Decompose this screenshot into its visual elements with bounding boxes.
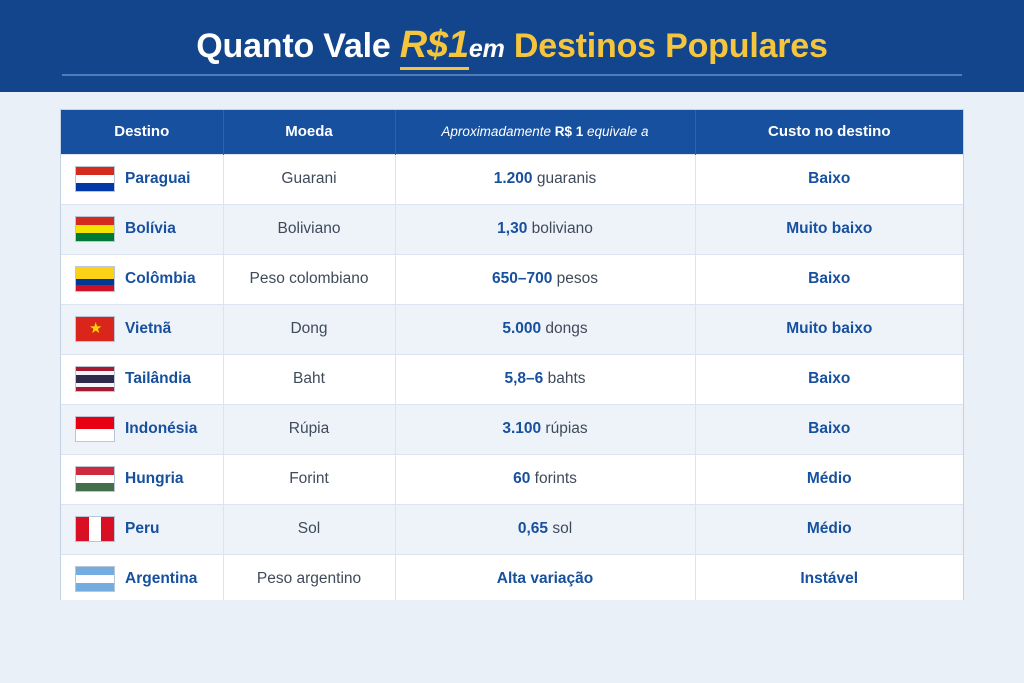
destination-label: Bolívia (125, 220, 176, 237)
equivalence-value: 1,30 (497, 220, 528, 237)
equivalence-cell (395, 354, 695, 404)
page-title-part2: Destinos Populares (504, 27, 828, 65)
cost-cell: Instável (695, 554, 963, 604)
cost-cell: Baixo (695, 404, 963, 454)
destination-cell (61, 254, 223, 304)
equivalence-cell (395, 204, 695, 254)
equivalence-cell (395, 304, 695, 354)
page-title-currency-highlight: R$1 (400, 24, 469, 70)
page-title (0, 24, 1024, 67)
column-header-moeda: Moeda (223, 110, 395, 154)
page-background-bottom (0, 600, 1024, 683)
equivalence-unit: guaranis (532, 170, 597, 187)
currency-cell: Boliviano (223, 204, 395, 254)
column-header-custo: Custo no destino (695, 110, 963, 154)
currency-cell: Forint (223, 454, 395, 504)
column-header-destino: Destino (61, 110, 223, 154)
equivalence-cell (395, 454, 695, 504)
equivalence-cell (395, 504, 695, 554)
equivalence-value: 0,65 (517, 520, 549, 537)
equivalence-value: 60 (513, 470, 531, 487)
destination-label: Vietnã (125, 320, 172, 337)
equivalence-value: Alta variação (496, 570, 594, 588)
currency-cell: Sol (223, 504, 395, 554)
currency-cell: Baht (223, 354, 395, 404)
table-row (61, 454, 963, 504)
equivalence-unit: bahts (543, 370, 586, 387)
flag-argentina-icon (75, 566, 115, 592)
equivalence-unit: sol (548, 520, 573, 537)
cost-cell: Baixo (695, 254, 963, 304)
cost-cell: Médio (695, 454, 963, 504)
table-row (61, 554, 963, 604)
equivalence-cell (395, 154, 695, 204)
cost-cell: Médio (695, 504, 963, 554)
equivalence-unit: pesos (552, 270, 598, 287)
equivalence-unit: forints (530, 470, 577, 487)
flag-paraguay-icon (75, 166, 115, 192)
table-header-row (61, 110, 963, 154)
equivalence-value: 5,8–6 (504, 370, 544, 387)
table-row (61, 504, 963, 554)
header-banner (0, 0, 1024, 92)
flag-thailand-icon (75, 366, 115, 392)
equivalence-value: 650–700 (491, 270, 553, 287)
table-row (61, 404, 963, 454)
flag-vietnam-icon: ★ (75, 316, 115, 342)
currency-cell: Guarani (223, 154, 395, 204)
destination-label: Colômbia (125, 270, 196, 287)
column-header-equivalencia (395, 110, 695, 154)
destination-label: Peru (125, 520, 160, 537)
cost-cell: Baixo (695, 154, 963, 204)
currency-table (61, 110, 963, 604)
equivalence-value: 1.200 (493, 170, 533, 187)
currency-cell: Peso colombiano (223, 254, 395, 304)
destination-cell (61, 354, 223, 404)
destination-label: Indonésia (125, 420, 198, 437)
table-body (61, 154, 963, 604)
destination-label: Argentina (125, 570, 198, 588)
destination-cell (61, 554, 223, 604)
currency-table-container (60, 109, 964, 605)
header-divider (62, 74, 962, 76)
currency-cell: Peso argentino (223, 554, 395, 604)
page-title-connector: em (468, 35, 505, 63)
cost-cell: Muito baixo (695, 204, 963, 254)
cost-cell: Baixo (695, 354, 963, 404)
equivalence-unit: rúpias (541, 420, 588, 437)
column-header-equivalencia-amount: R$ 1 (554, 124, 584, 140)
equivalence-cell (395, 554, 695, 604)
equivalence-unit: boliviano (527, 220, 593, 237)
flag-peru-icon (75, 516, 115, 542)
equivalence-cell (395, 254, 695, 304)
destination-cell (61, 404, 223, 454)
equivalence-value: 5.000 (502, 320, 542, 337)
page-title-part1: Quanto Vale (196, 27, 400, 65)
flag-hungary-icon (75, 466, 115, 492)
table-row (61, 354, 963, 404)
destination-cell (61, 204, 223, 254)
equivalence-unit: dongs (541, 320, 588, 337)
flag-indonesia-icon (75, 416, 115, 442)
flag-colombia-icon (75, 266, 115, 292)
cost-cell: Muito baixo (695, 304, 963, 354)
table-header (61, 110, 963, 154)
flag-bolivia-icon (75, 216, 115, 242)
table-row (61, 304, 963, 354)
destination-cell (61, 504, 223, 554)
destination-cell (61, 454, 223, 504)
equivalence-value: 3.100 (502, 420, 542, 437)
column-header-equivalencia-prefix: Aproximadamente (441, 124, 555, 140)
table-row (61, 154, 963, 204)
equivalence-cell (395, 404, 695, 454)
table-row (61, 254, 963, 304)
destination-label: Tailândia (125, 370, 192, 387)
destination-label: Paraguai (125, 170, 191, 187)
currency-cell: Dong (223, 304, 395, 354)
destination-cell (61, 304, 223, 354)
column-header-equivalencia-suffix: equivale a (583, 124, 649, 140)
table-row (61, 204, 963, 254)
destination-cell (61, 154, 223, 204)
currency-cell: Rúpia (223, 404, 395, 454)
destination-label: Hungria (125, 470, 184, 487)
